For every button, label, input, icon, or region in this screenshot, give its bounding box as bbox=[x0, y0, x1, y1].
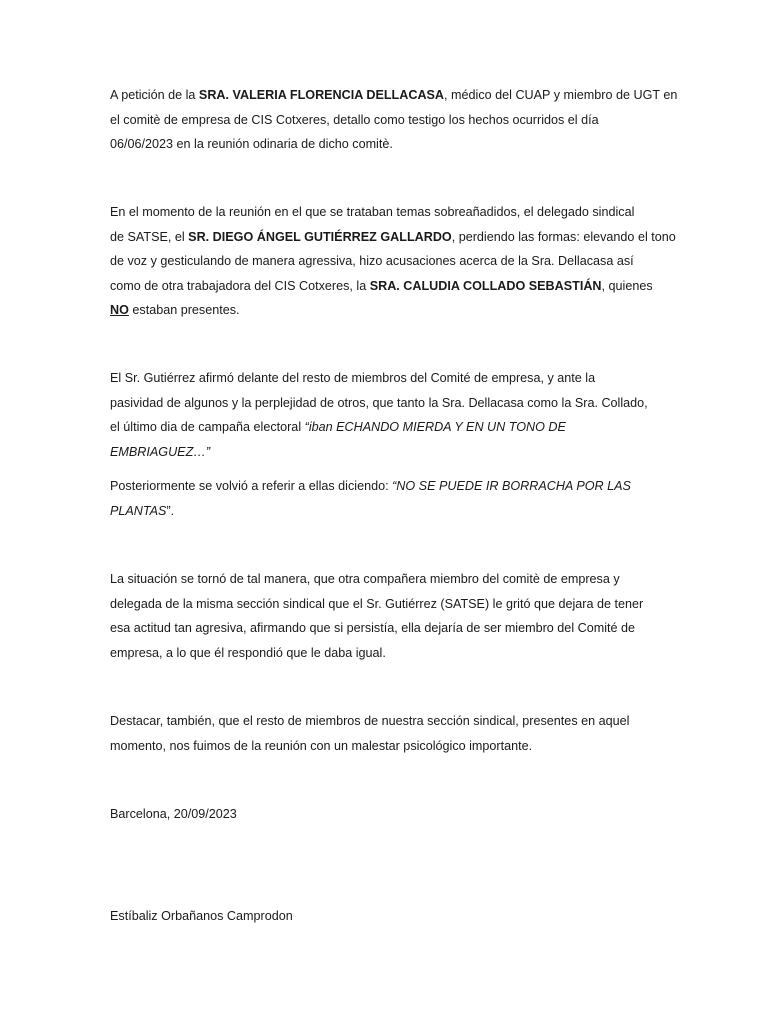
paragraph-line: pasividad de algunos y la perplejidad de otros, que tanto la Sra. Dellacasa como la Sra. Collado, bbox=[110, 395, 648, 410]
paragraph-line: momento, nos fuimos de la reunión con un malestar psicológico importante. bbox=[110, 738, 533, 753]
emphasis-no: NO bbox=[110, 303, 129, 317]
paragraph-line: esa actitud tan agresiva, afirmando que si persistía, ella dejaría de ser miembro del Comité de bbox=[110, 621, 636, 635]
paragraph-line: delegada de la misma sección sindical que el Sr. Gutiérrez (SATSE) le gritó que dejara de tener bbox=[110, 596, 644, 611]
place-date: Barcelona, 20/09/2023 bbox=[110, 807, 237, 821]
paragraph-situation bbox=[110, 567, 662, 665]
paragraph-line: de voz y gesticulando de manera agressiva, hizo acusaciones acerca de la Sra. Dellacasa así bbox=[110, 254, 634, 268]
paragraph-line: Posteriormente se volvió a referir a ellas diciendo: “NO SE PUEDE IR BORRACHA POR LAS bbox=[110, 479, 631, 493]
paragraph-line: En el momento de la reunión en el que se trataban temas sobreañadidos, el delegado sindical bbox=[110, 205, 635, 219]
paragraph-line: EMBRIAGUEZ…” bbox=[110, 444, 211, 459]
paragraph-conclusion bbox=[110, 709, 662, 758]
signer-name: Estíbaliz Orbañanos Camprodon bbox=[110, 909, 293, 923]
paragraph-line: El Sr. Gutiérrez afirmó delante del resto de miembros del Comité de empresa, y ante la bbox=[110, 371, 596, 385]
paragraph-line: PLANTAS”. bbox=[110, 503, 175, 518]
paragraph-line: como de otra trabajadora del CIS Cotxeres, la SRA. CALUDIA COLLADO SEBASTIÁN, quienes bbox=[110, 278, 653, 293]
paragraph-line: empresa, a lo que él respondió que le daba igual. bbox=[110, 645, 386, 660]
paragraph-line: el último dia de campaña electoral “iban ECHANDO MIERDA Y EN UN TONO DE bbox=[110, 420, 566, 434]
name-claudia-collado: SRA. CALUDIA COLLADO SEBASTIÁN bbox=[369, 278, 602, 293]
paragraph-line: NO estaban presentes. bbox=[110, 303, 240, 317]
name-valeria-dellacasa: SRA. VALERIA FLORENCIA DELLACASA bbox=[198, 88, 445, 102]
paragraph-statement bbox=[110, 366, 662, 464]
paragraph-line: A petición de la SRA. VALERIA FLORENCIA DELLACASA, médico del CUAP y miembro de UGT en bbox=[110, 88, 678, 102]
paragraph-request bbox=[110, 83, 678, 157]
paragraph-meeting bbox=[110, 200, 676, 323]
paragraph-line: Destacar, también, que el resto de miembros de nuestra sección sindical, presentes en aquel bbox=[110, 714, 630, 728]
quote-first: “iban ECHANDO MIERDA Y EN UN TONO DE bbox=[304, 420, 566, 434]
quote-second: “NO SE PUEDE IR BORRACHA POR LAS bbox=[392, 479, 631, 493]
paragraph-line: el comitè de empresa de CIS Cotxeres, detallo como testigo los hechos ocurridos el día bbox=[110, 112, 599, 127]
paragraph-second-quote bbox=[110, 474, 662, 523]
paragraph-line: La situación se tornó de tal manera, que otra compañera miembro del comitè de empresa y bbox=[110, 572, 620, 586]
paragraph-line: de SATSE, el SR. DIEGO ÁNGEL GUTIÉRREZ GALLARDO, perdiendo las formas: elevando el tono bbox=[110, 229, 676, 244]
paragraph-line: 06/06/2023 en la reunión odinaria de dicho comitè. bbox=[110, 137, 393, 151]
name-diego-gutierrez: SR. DIEGO ÁNGEL GUTIÉRREZ GALLARDO bbox=[188, 229, 452, 244]
